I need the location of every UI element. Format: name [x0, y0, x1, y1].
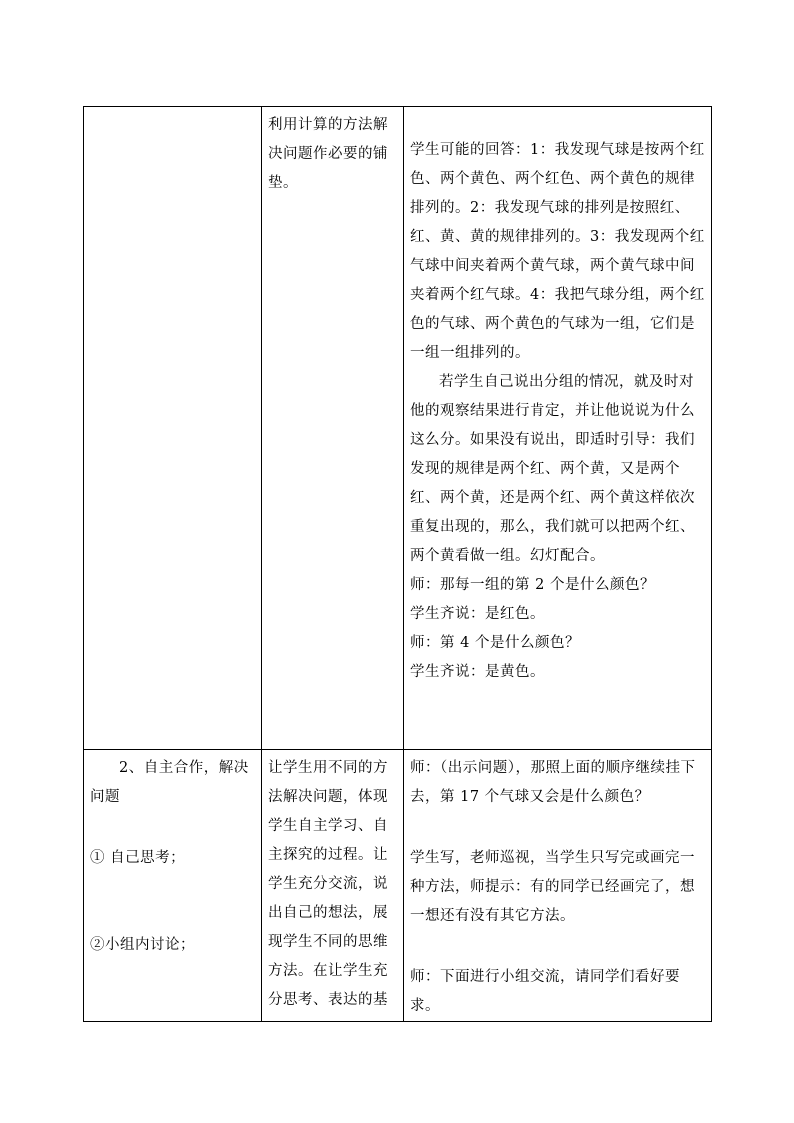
activity-line: 师：那每一组的第 2 个是什么颜色？ [410, 577, 655, 593]
activity-paragraph: 师：（出示问题），那照上面的顺序继续挂下去，第 17 个气球又会是什么颜色？ [410, 760, 696, 805]
step-item: ②小组内讨论； [90, 937, 195, 953]
process-cell [84, 107, 262, 750]
activity-cell [404, 750, 712, 1022]
activity-line: 学生齐说：是黄色。 [410, 664, 545, 680]
process-cell [84, 750, 262, 1022]
section-heading: 2、自主合作，解决问题 [90, 760, 249, 805]
intent-text: 利用计算的方法解决问题作必要的铺垫。 [268, 117, 388, 191]
activity-paragraph: 学生写，老师巡视，当学生只写完或画完一种方法，师提示：有的同学已经画完了，想一想还有没有其它方法。 [410, 850, 695, 924]
activity-cell [404, 107, 712, 750]
activity-paragraph: 学生可能的回答：1：我发现气球是按两个红色、两个黄色、两个红色、两个黄色的规律排列的。2：我发现气球的排列是按照红、红、黄、黄的规律排列的。3：我发现两个红气球中间夹着两个黄气球，两个黄气球中间夹着两个红气球。4：我把气球分组，两个红色的气球、两个黄色的气球为一组，它们是一组一组排列的。 [410, 142, 705, 361]
activity-line: 学生齐说：是红色。 [410, 606, 545, 622]
activity-paragraph: 师：下面进行小组交流，请同学们看好要求。 [410, 969, 680, 1014]
step-item: ① 自己思考； [90, 850, 186, 866]
intent-cell [262, 750, 404, 1022]
activity-line: 师：第 4 个是什么颜色？ [410, 635, 580, 651]
activity-paragraph: 若学生自己说出分组的情况，就及时对他的观察结果进行肯定，并让他说说为什么这么分。如果没有说出，即适时引导：我们发现的规律是两个红、两个黄，又是两个红、两个黄，还是两个红、两个黄这样依次重复出现的，那么，我们就可以把两个红、两个黄看做一组。幻灯配合。 [410, 374, 695, 564]
table-row [84, 107, 712, 750]
table-row [84, 750, 712, 1022]
intent-cell [262, 107, 404, 750]
lesson-plan-table [83, 106, 712, 1022]
intent-text: 让学生用不同的方法解决问题，体现学生自主学习、自主探究的过程。让学生充分交流，说出自己的想法，展现学生不同的思维方法。在让学生充分思考、表达的基 [268, 760, 388, 1008]
